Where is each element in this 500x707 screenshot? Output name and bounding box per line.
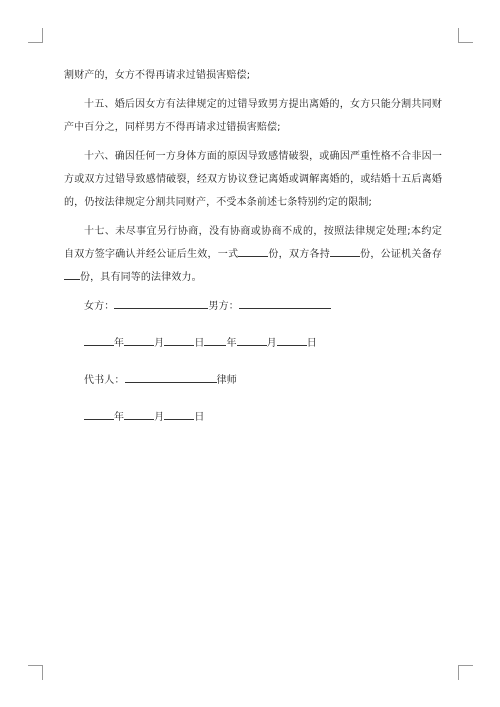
corner-mark-bottom-right	[458, 665, 473, 680]
agent-year-blank[interactable]	[84, 408, 114, 420]
corner-mark-top-right	[458, 28, 473, 43]
signature-parties-row	[84, 295, 442, 318]
female-day-blank[interactable]	[164, 334, 194, 346]
day-label: 日	[194, 412, 205, 423]
paragraph-clause-17	[64, 220, 442, 289]
month-label: 月	[154, 338, 165, 349]
lawyer-label: 律师	[216, 375, 237, 386]
copies-total-blank[interactable]	[238, 245, 268, 257]
agent-signature-blank[interactable]	[125, 371, 217, 383]
month-label: 月	[154, 412, 165, 423]
paragraph-clause-16: 十六、确因任何一方身体方面的原因导致感情破裂，或确因严重性格不合非因一方或双方过错导致感情破裂，经双方协议登记离婚或调解离婚的，或结婚十五后离婚的，仍按法律规定分割共同财产，不受本条前述七条特别约定的限制;	[64, 151, 442, 208]
male-month-blank[interactable]	[237, 334, 267, 346]
clause-17-part-c: 份，公证机关备存	[359, 249, 443, 260]
clause-17-part-b: 份，双方各持	[268, 249, 330, 260]
signature-dates-row	[84, 332, 442, 355]
paragraph-clause-15: 十五、婚后因女方有法律规定的过错导致男方提出离婚的，女方只能分割共同财产中百分之，同样男方不得再请求过错损害赔偿;	[64, 99, 442, 133]
year-label: 年	[226, 338, 237, 349]
female-signature-blank[interactable]	[114, 297, 208, 309]
year-label: 年	[114, 338, 125, 349]
agent-day-blank[interactable]	[164, 408, 194, 420]
year-label: 年	[114, 412, 125, 423]
corner-mark-bottom-left	[28, 665, 43, 680]
clause-17-part-d: 份，具有同等的法律效力。	[80, 272, 202, 283]
male-signature-blank[interactable]	[239, 297, 331, 309]
copies-each-blank[interactable]	[330, 245, 360, 257]
female-month-blank[interactable]	[124, 334, 154, 346]
agent-month-blank[interactable]	[124, 408, 154, 420]
agent-label: 代书人：	[84, 375, 125, 386]
copies-notary-blank[interactable]	[64, 268, 80, 280]
agent-row	[84, 369, 442, 392]
day-label: 日	[194, 338, 205, 349]
day-label: 日	[306, 338, 317, 349]
male-day-blank[interactable]	[277, 334, 307, 346]
male-year-blank[interactable]	[204, 334, 226, 346]
agent-date-row	[84, 406, 442, 429]
female-year-blank[interactable]	[84, 334, 114, 346]
document-body	[64, 64, 442, 443]
month-label: 月	[266, 338, 277, 349]
female-label: 女方：	[84, 301, 115, 312]
clause-17-part-a: 十七、未尽事宜另行协商，没有协商或协商不成的，按照法律规定处理;本约定自双方签字确认并经公证后生效，一式	[64, 226, 442, 260]
paragraph-continuation: 割财产的，女方不得再请求过错损害赔偿;	[64, 70, 251, 81]
corner-mark-top-left	[28, 28, 43, 43]
male-label: 男方：	[208, 301, 239, 312]
